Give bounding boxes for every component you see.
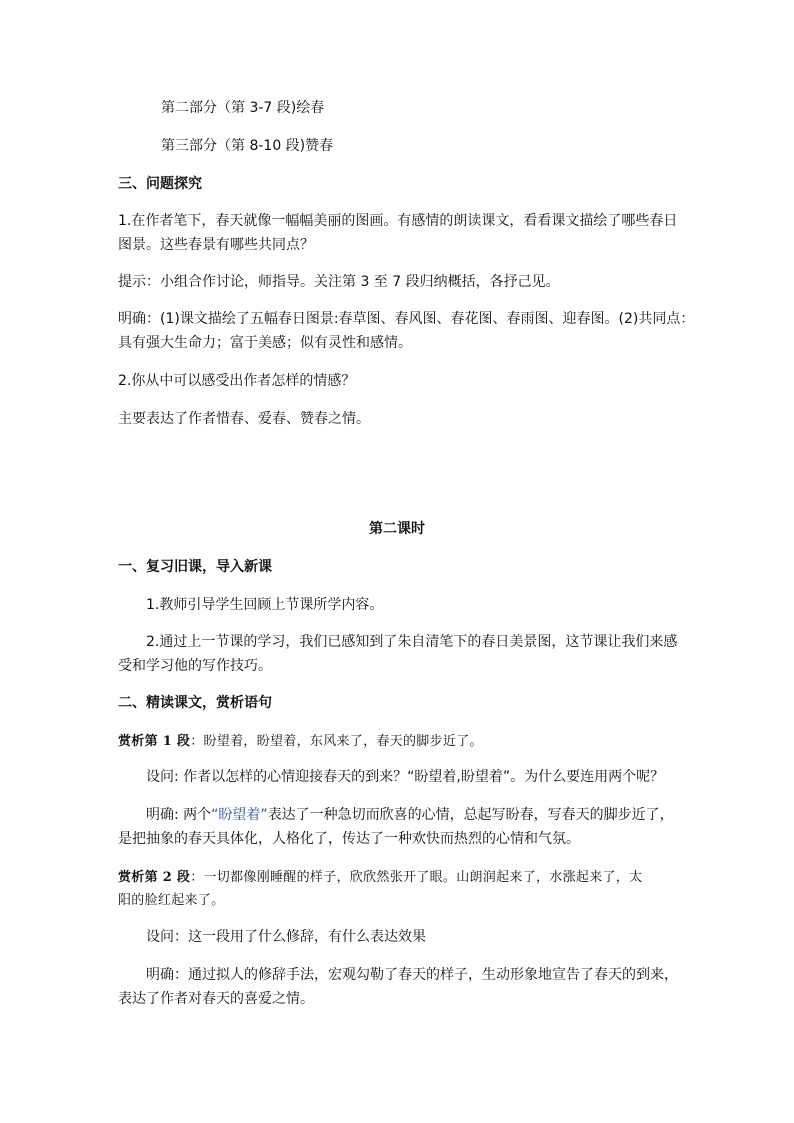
paragraph2-answer-line1: 明确：通过拟人的修辞手法，宏观勾勒了春天的样子，生动形象地宣告了春天的到来， [146, 967, 678, 983]
paragraph1-label: 赏析第 1 段 [118, 734, 191, 749]
highlighted-quote: “盼望着” [211, 807, 268, 823]
paragraph1-answer-line1 [146, 805, 716, 826]
paragraph1-question: 设问: 作者以怎样的心情迎接春天的到来？“盼望着,盼望着”。为什么要连用两个呢？ [146, 769, 665, 785]
section2-heading: 二、精读课文，赏析语句 [118, 695, 272, 711]
paragraph2-question: 设问：这一段用了什么修辞，有什么表达效果 [146, 929, 426, 945]
paragraph2-analysis-line2: 阳的脸红起来了。 [118, 893, 225, 908]
answer2-line: 主要表达了作者惜春、爱春、赞春之情。 [118, 411, 370, 427]
part3-line: 第三部分（第 8-10 段)赞春 [161, 138, 334, 154]
question1-line1: 1.在作者笔下，春天就像一幅幅美丽的图画。有感情的朗读课文，看看课文描绘了哪些春日 [118, 213, 678, 229]
question2-line: 2.你从中可以感受出作者怎样的情感？ [118, 373, 356, 389]
answer-rest: 表达了一种急切而欣喜的心情，总起写盼春，写春天的脚步近了， [267, 807, 674, 823]
answer-prefix: 明确: 两个 [146, 807, 212, 823]
section1-item2-line2: 受和学习他的写作技巧。 [118, 658, 272, 674]
part2-line: 第二部分（第 3-7 段)绘春 [161, 100, 325, 116]
paragraph2-analysis-line1 [118, 867, 688, 888]
question1-line2: 图景。这些春景有哪些共同点？ [118, 237, 314, 253]
lesson2-title: 第二课时 [369, 521, 425, 537]
answer1-line1: 明确：(1)课文描绘了五幅春日图景:春草图、春风图、春花图、春雨图、迎春图。(2)共同点： [118, 311, 695, 327]
paragraph2-answer-line2: 表达了作者对春天的喜爱之情。 [118, 991, 314, 1007]
section1-item1: 1.教师引导学生回顾上节课所学内容。 [146, 597, 384, 613]
section1-heading: 一、复习旧课，导入新课 [118, 559, 272, 575]
answer1-line2: 具有强大生命力；富于美感；似有灵性和感情。 [118, 335, 412, 351]
paragraph1-answer-line2: 是把抽象的春天具体化，人格化了，传达了一种欢快而热烈的心情和气氛。 [118, 831, 580, 847]
paragraph1-quote: ：盼望着，盼望着，东风来了，春天的脚步近了。 [190, 734, 483, 749]
section3-heading: 三、问题探究 [118, 176, 202, 192]
hint-line: 提示：小组合作讨论，师指导。关注第 3 至 7 段归纳概括，各抒己见。 [118, 274, 560, 290]
paragraph2-label: 赏析第 2 段 [118, 870, 191, 885]
paragraph2-quote-line1: ：一切都像刚睡醒的样子，欣欣然张开了眼。山朗润起来了，水涨起来了，太 [190, 870, 643, 885]
section1-item2-line1: 2.通过上一节课的学习，我们已感知到了朱自清笔下的春日美景图，这节课让我们来感 [146, 634, 678, 650]
paragraph1-analysis [118, 731, 688, 752]
